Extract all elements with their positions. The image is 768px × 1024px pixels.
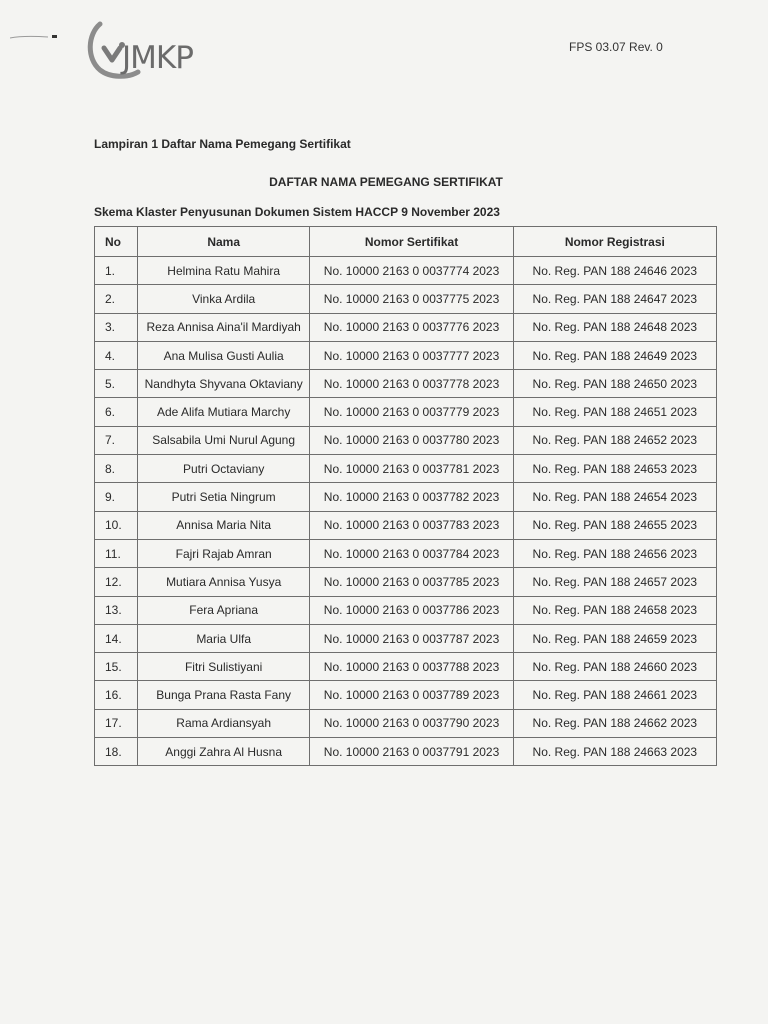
column-header-no: No (95, 227, 138, 257)
column-header-nomor-registrasi: Nomor Registrasi (513, 227, 716, 257)
row-number: 6. (95, 398, 138, 426)
row-number: 9. (95, 483, 138, 511)
row-name: Fitri Sulistiyani (137, 653, 309, 681)
row-name: Putri Setia Ningrum (137, 483, 309, 511)
row-number: 11. (95, 539, 138, 567)
row-certificate-number: No. 10000 2163 0 0037775 2023 (310, 285, 513, 313)
row-certificate-number: No. 10000 2163 0 0037785 2023 (310, 568, 513, 596)
row-name: Nandhyta Shyvana Oktaviany (137, 370, 309, 398)
attachment-title: Lampiran 1 Daftar Nama Pemegang Sertifikat (94, 137, 351, 151)
row-name: Bunga Prana Rasta Fany (137, 681, 309, 709)
table-row (95, 370, 717, 398)
row-registration-number: No. Reg. PAN 188 24654 2023 (513, 483, 716, 511)
row-name: Mutiara Annisa Yusya (137, 568, 309, 596)
table-row (95, 738, 717, 766)
row-number: 2. (95, 285, 138, 313)
row-registration-number: No. Reg. PAN 188 24651 2023 (513, 398, 716, 426)
table-row (95, 426, 717, 454)
row-number: 3. (95, 313, 138, 341)
row-name: Reza Annisa Aina'il Mardiyah (137, 313, 309, 341)
row-certificate-number: No. 10000 2163 0 0037780 2023 (310, 426, 513, 454)
row-name: Ade Alifa Mutiara Marchy (137, 398, 309, 426)
row-registration-number: No. Reg. PAN 188 24646 2023 (513, 257, 716, 285)
table-row (95, 257, 717, 285)
row-number: 10. (95, 511, 138, 539)
row-registration-number: No. Reg. PAN 188 24656 2023 (513, 539, 716, 567)
row-name: Ana Mulisa Gusti Aulia (137, 341, 309, 369)
row-registration-number: No. Reg. PAN 188 24655 2023 (513, 511, 716, 539)
column-header-nama: Nama (137, 227, 309, 257)
row-registration-number: No. Reg. PAN 188 24652 2023 (513, 426, 716, 454)
row-name: Vinka Ardila (137, 285, 309, 313)
logo-text: JMKP (122, 40, 193, 76)
column-header-nomor-sertifikat: Nomor Sertifikat (310, 227, 513, 257)
row-name: Salsabila Umi Nurul Agung (137, 426, 309, 454)
row-registration-number: No. Reg. PAN 188 24660 2023 (513, 653, 716, 681)
row-name: Rama Ardiansyah (137, 709, 309, 737)
row-name: Fera Apriana (137, 596, 309, 624)
row-name: Fajri Rajab Amran (137, 539, 309, 567)
row-certificate-number: No. 10000 2163 0 0037782 2023 (310, 483, 513, 511)
table-row (95, 285, 717, 313)
table-row (95, 709, 717, 737)
row-name: Maria Ulfa (137, 624, 309, 652)
row-number: 5. (95, 370, 138, 398)
row-certificate-number: No. 10000 2163 0 0037777 2023 (310, 341, 513, 369)
table-row (95, 455, 717, 483)
table-body (95, 257, 717, 766)
row-certificate-number: No. 10000 2163 0 0037776 2023 (310, 313, 513, 341)
row-registration-number: No. Reg. PAN 188 24653 2023 (513, 455, 716, 483)
row-number: 4. (95, 341, 138, 369)
row-number: 1. (95, 257, 138, 285)
row-certificate-number: No. 10000 2163 0 0037791 2023 (310, 738, 513, 766)
row-number: 8. (95, 455, 138, 483)
row-certificate-number: No. 10000 2163 0 0037790 2023 (310, 709, 513, 737)
table-row (95, 483, 717, 511)
row-certificate-number: No. 10000 2163 0 0037787 2023 (310, 624, 513, 652)
table-row (95, 398, 717, 426)
table-row (95, 624, 717, 652)
row-name: Anggi Zahra Al Husna (137, 738, 309, 766)
table-row (95, 539, 717, 567)
row-certificate-number: No. 10000 2163 0 0037781 2023 (310, 455, 513, 483)
jmkp-logo (86, 18, 236, 82)
row-registration-number: No. Reg. PAN 188 24663 2023 (513, 738, 716, 766)
row-certificate-number: No. 10000 2163 0 0037778 2023 (310, 370, 513, 398)
row-name: Annisa Maria Nita (137, 511, 309, 539)
table-header-row (95, 227, 717, 257)
row-certificate-number: No. 10000 2163 0 0037779 2023 (310, 398, 513, 426)
row-number: 14. (95, 624, 138, 652)
certificate-holders-table (94, 226, 717, 766)
row-registration-number: No. Reg. PAN 188 24647 2023 (513, 285, 716, 313)
row-number: 16. (95, 681, 138, 709)
row-registration-number: No. Reg. PAN 188 24662 2023 (513, 709, 716, 737)
row-certificate-number: No. 10000 2163 0 0037784 2023 (310, 539, 513, 567)
table-row (95, 341, 717, 369)
row-number: 12. (95, 568, 138, 596)
table-row (95, 596, 717, 624)
table-row (95, 653, 717, 681)
scheme-title: Skema Klaster Penyusunan Dokumen Sistem HACCP 9 November 2023 (94, 205, 500, 219)
row-number: 13. (95, 596, 138, 624)
row-certificate-number: No. 10000 2163 0 0037786 2023 (310, 596, 513, 624)
row-certificate-number: No. 10000 2163 0 0037789 2023 (310, 681, 513, 709)
row-name: Helmina Ratu Mahira (137, 257, 309, 285)
main-title (0, 175, 768, 189)
row-registration-number: No. Reg. PAN 188 24658 2023 (513, 596, 716, 624)
table-row (95, 313, 717, 341)
row-number: 15. (95, 653, 138, 681)
row-certificate-number: No. 10000 2163 0 0037783 2023 (310, 511, 513, 539)
row-number: 7. (95, 426, 138, 454)
scan-artifact-mark (10, 34, 58, 40)
row-certificate-number: No. 10000 2163 0 0037788 2023 (310, 653, 513, 681)
row-certificate-number: No. 10000 2163 0 0037774 2023 (310, 257, 513, 285)
row-registration-number: No. Reg. PAN 188 24650 2023 (513, 370, 716, 398)
row-registration-number: No. Reg. PAN 188 24659 2023 (513, 624, 716, 652)
table-row (95, 568, 717, 596)
row-registration-number: No. Reg. PAN 188 24661 2023 (513, 681, 716, 709)
row-registration-number: No. Reg. PAN 188 24657 2023 (513, 568, 716, 596)
row-name: Putri Octaviany (137, 455, 309, 483)
table-row (95, 511, 717, 539)
row-registration-number: No. Reg. PAN 188 24649 2023 (513, 341, 716, 369)
row-number: 18. (95, 738, 138, 766)
row-registration-number: No. Reg. PAN 188 24648 2023 (513, 313, 716, 341)
main-title-text: DAFTAR NAMA PEMEGANG SERTIFIKAT (269, 175, 503, 189)
table-row (95, 681, 717, 709)
document-code: FPS 03.07 Rev. 0 (569, 40, 663, 54)
row-number: 17. (95, 709, 138, 737)
